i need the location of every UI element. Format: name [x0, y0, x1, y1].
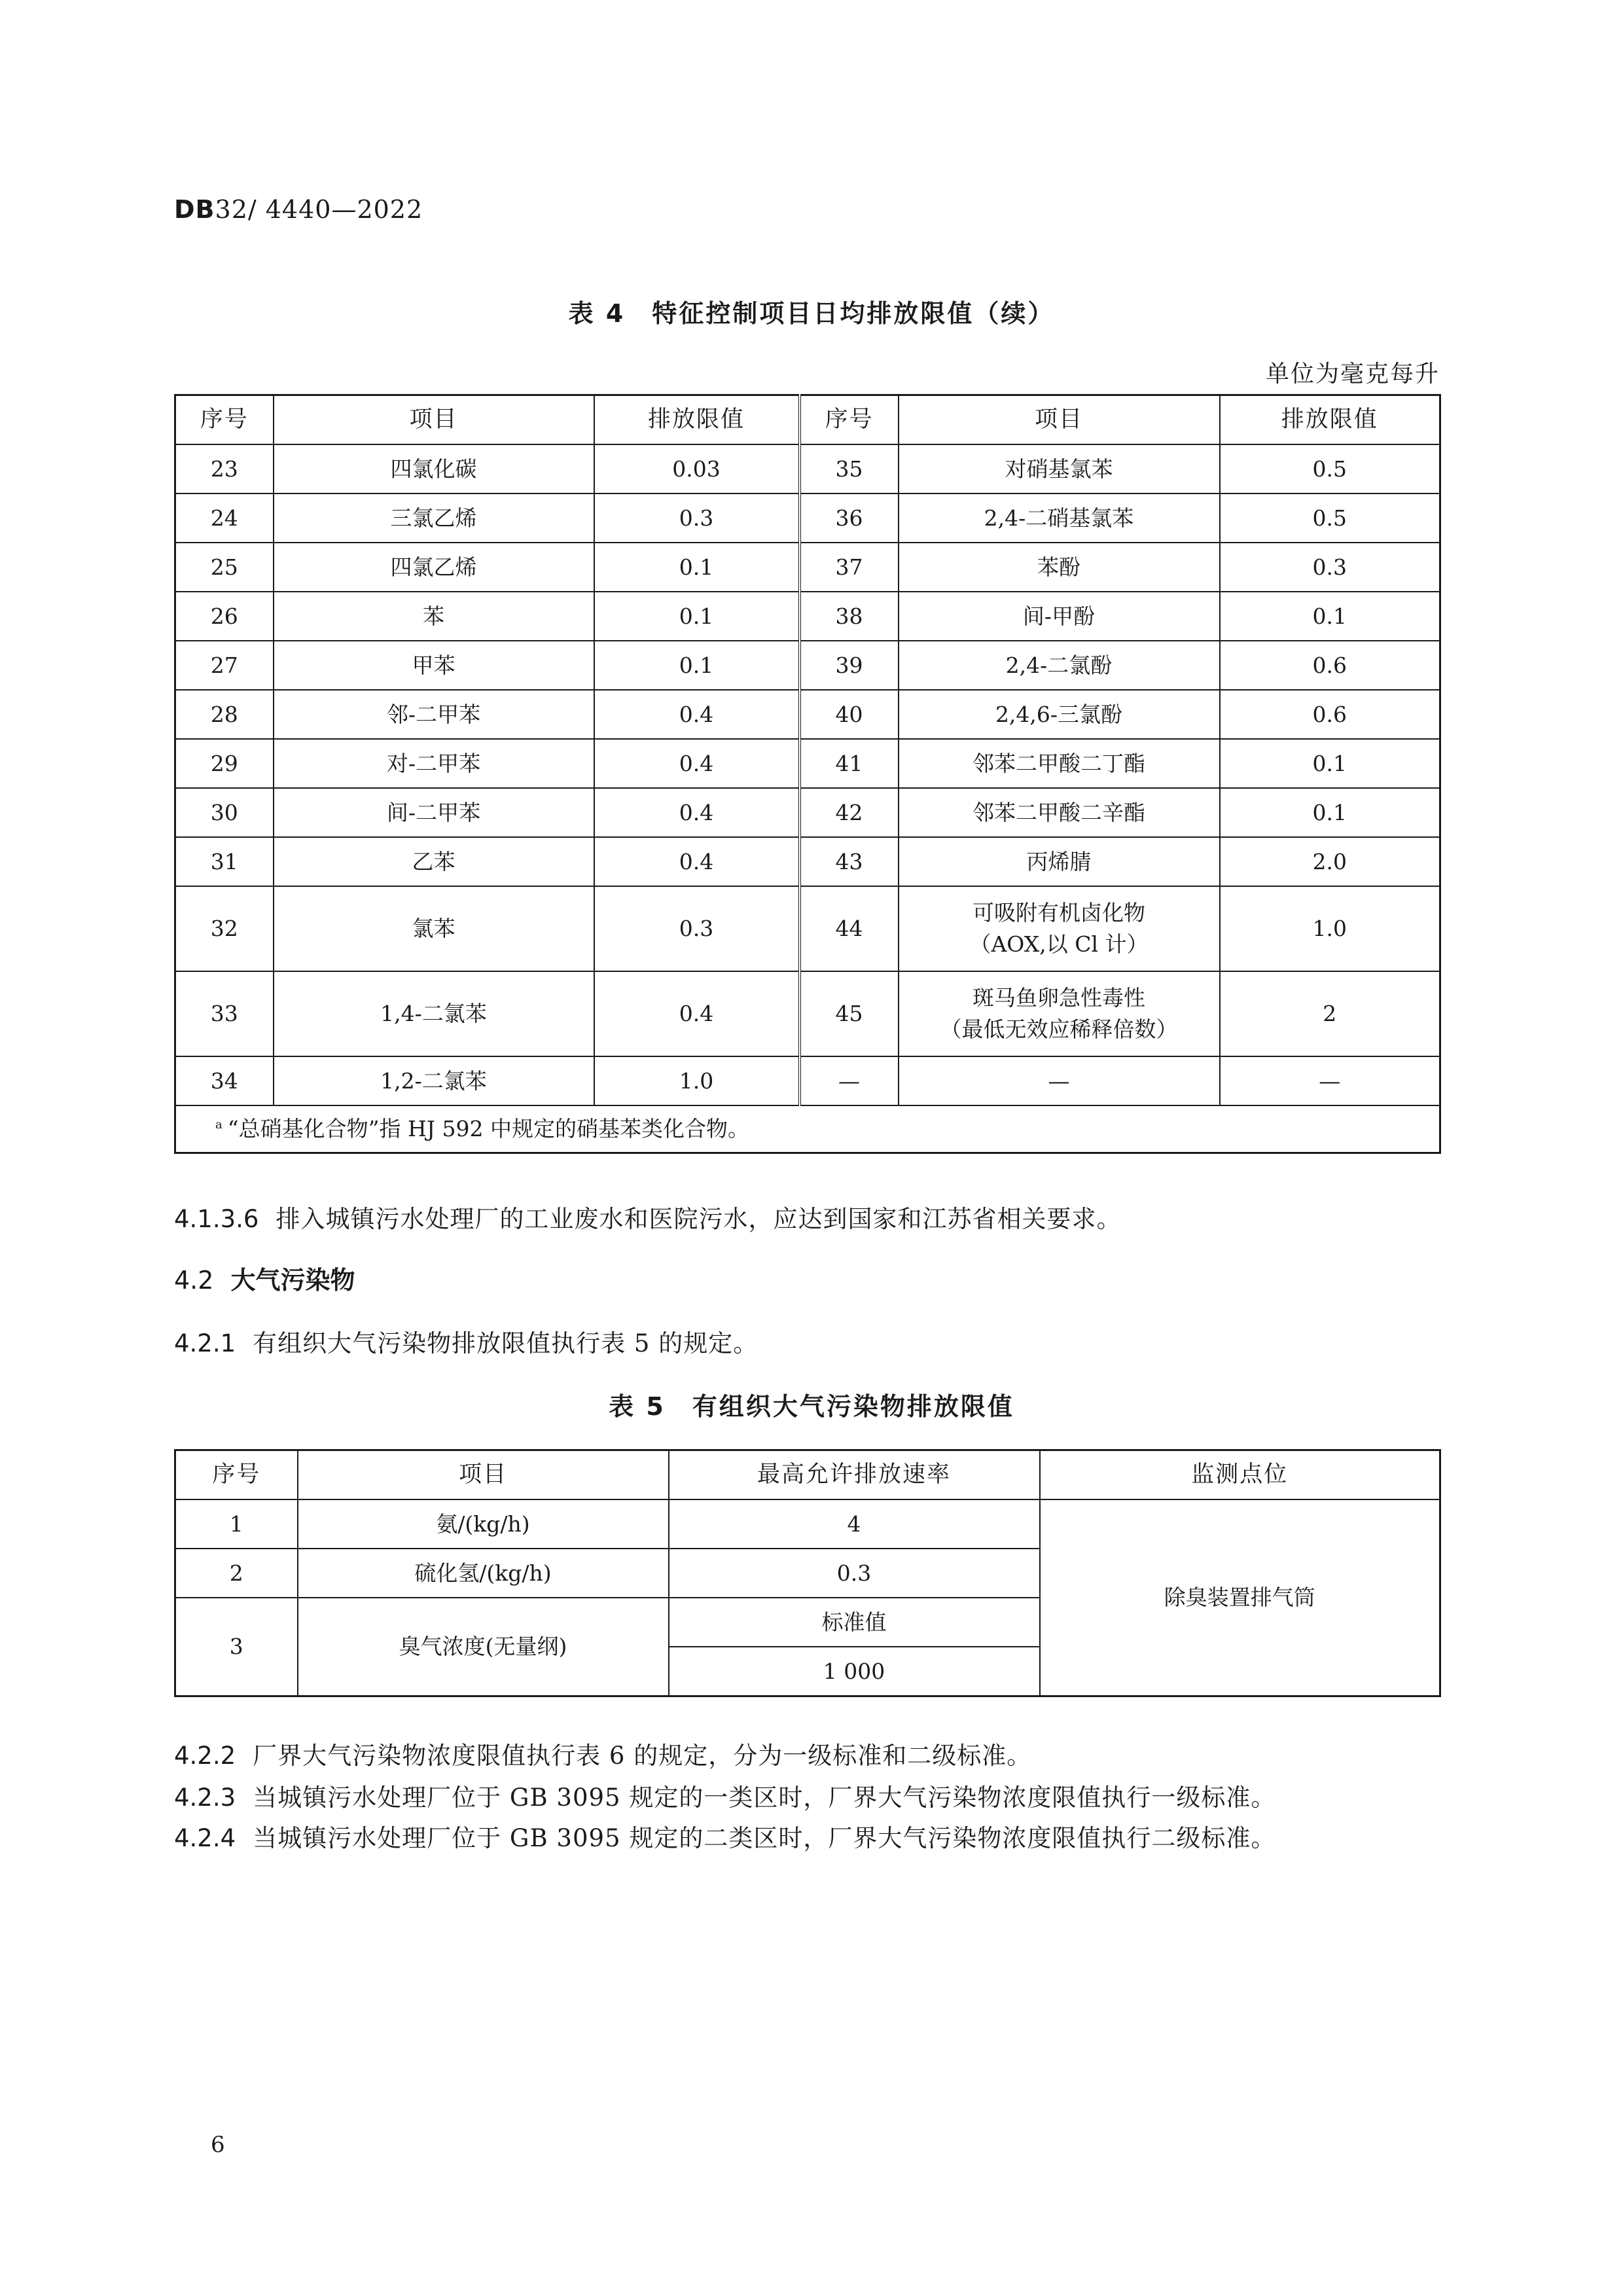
table4-note-row	[175, 1105, 1440, 1153]
table-row	[175, 837, 1440, 886]
table-row	[175, 543, 1440, 592]
table-cell: 3	[175, 1598, 298, 1696]
table-cell: 43	[800, 837, 899, 886]
table-cell: 1,4-二氯苯	[274, 971, 594, 1056]
table-cell: —	[1220, 1056, 1440, 1105]
footnote-mark: a	[215, 1118, 223, 1132]
table-cell: 氯苯	[274, 886, 594, 971]
section-heading-4-2	[174, 1260, 355, 1296]
table-cell: 45	[800, 971, 899, 1056]
table-row	[175, 971, 1440, 1056]
table-cell: 间-二甲苯	[274, 788, 594, 837]
table-cell: 0.1	[594, 592, 800, 641]
table-cell: 2,4,6-三氯酚	[899, 690, 1220, 739]
table-cell: 2.0	[1220, 837, 1440, 886]
table-cell: 间-甲酚	[899, 592, 1220, 641]
table-cell: 0.4	[594, 690, 800, 739]
table-cell: 31	[175, 837, 274, 886]
table-cell: 30	[175, 788, 274, 837]
clause-number: 4.2.3	[174, 1784, 236, 1812]
table-cell: 36	[800, 493, 899, 543]
clause-number: 4.2.4	[174, 1824, 236, 1852]
column-header: 序号	[175, 1450, 298, 1500]
clause-number: 4.2.1	[174, 1329, 236, 1357]
table-row	[175, 1499, 1440, 1549]
monitoring-location-cell: 除臭装置排气筒	[1040, 1499, 1440, 1696]
table-cell: 1.0	[1220, 886, 1440, 971]
paragraph-4-2-2	[174, 1736, 1031, 1771]
table-note	[175, 1105, 1440, 1153]
item-name-line: （最低无效应稀释倍数）	[940, 1016, 1178, 1042]
table-cell: 1	[175, 1499, 298, 1549]
table-cell: 苯酚	[899, 543, 1220, 592]
table-cell: 2	[1220, 971, 1440, 1056]
footnote-text: “总硝基化合物”指 HJ 592 中规定的硝基苯类化合物。	[227, 1116, 749, 1142]
table-cell: —	[899, 1056, 1220, 1105]
table-cell: 0.6	[1220, 641, 1440, 690]
table-row	[175, 592, 1440, 641]
table-cell: 0.4	[594, 837, 800, 886]
clause-text: 有组织大气污染物排放限值执行表 5 的规定。	[253, 1329, 758, 1357]
table-cell: 0.5	[1220, 444, 1440, 493]
page-number: 6	[211, 2132, 225, 2158]
table-cell: 2	[175, 1549, 298, 1598]
clause-text: 当城镇污水处理厂位于 GB 3095 规定的一类区时，厂界大气污染物浓度限值执行一级标准。	[253, 1784, 1276, 1812]
table-cell: 40	[800, 690, 899, 739]
table-cell: 对-二甲苯	[274, 739, 594, 788]
table4-unit: 单位为毫克每升	[1265, 361, 1440, 387]
table-cell: 1 000	[669, 1647, 1040, 1696]
document-code: DB32/ 4440—2022	[174, 195, 423, 224]
section-title: 大气污染物	[230, 1266, 355, 1295]
table-cell: 32	[175, 886, 274, 971]
table4-title: 表 4 特征控制项目日均排放限值（续）	[568, 299, 1055, 328]
table-cell: 39	[800, 641, 899, 690]
item-name-line: 可吸附有机卤化物	[972, 900, 1145, 926]
table-cell: 0.1	[594, 543, 800, 592]
table-cell: 三氯乙烯	[274, 493, 594, 543]
table-cell: 1,2-二氯苯	[274, 1056, 594, 1105]
table-cell: 邻-二甲苯	[274, 690, 594, 739]
clause-text: 排入城镇污水处理厂的工业废水和医院污水，应达到国家和江苏省相关要求。	[276, 1205, 1122, 1233]
table5-header-row	[175, 1450, 1440, 1500]
table-cell: 37	[800, 543, 899, 592]
table-row	[175, 739, 1440, 788]
table-cell: 邻苯二甲酸二辛酯	[899, 788, 1220, 837]
table-cell: 0.4	[594, 788, 800, 837]
table-cell: 邻苯二甲酸二丁酯	[899, 739, 1220, 788]
table-cell: 28	[175, 690, 274, 739]
column-header: 排放限值	[1220, 395, 1440, 445]
table-cell: 25	[175, 543, 274, 592]
item-name-line: （AOX,以 Cl 计）	[969, 931, 1149, 957]
table-cell: 甲苯	[274, 641, 594, 690]
table-cell: 四氯化碳	[274, 444, 594, 493]
table-cell: 0.3	[594, 493, 800, 543]
table4-header-row	[175, 395, 1440, 445]
table4	[174, 394, 1441, 1154]
table-cell: 0.1	[1220, 788, 1440, 837]
table-cell: 硫化氢/(kg/h)	[298, 1549, 669, 1598]
table-cell: 0.3	[1220, 543, 1440, 592]
column-header: 最高允许排放速率	[669, 1450, 1040, 1500]
table-cell: 丙烯腈	[899, 837, 1220, 886]
table-cell	[899, 886, 1220, 971]
table-cell: 对硝基氯苯	[899, 444, 1220, 493]
paragraph-4-2-4	[174, 1818, 1275, 1854]
clause-number: 4.1.3.6	[174, 1205, 259, 1233]
table-cell: 4	[669, 1499, 1040, 1549]
table-cell: 42	[800, 788, 899, 837]
table-cell	[899, 971, 1220, 1056]
table-cell: 苯	[274, 592, 594, 641]
table-cell: 26	[175, 592, 274, 641]
table-row	[175, 493, 1440, 543]
column-header: 项目	[274, 395, 594, 445]
table-cell: 33	[175, 971, 274, 1056]
table-row	[175, 1056, 1440, 1105]
table-cell: 标准值	[669, 1598, 1040, 1647]
table-cell: 0.5	[1220, 493, 1440, 543]
column-header: 序号	[800, 395, 899, 445]
table-cell: 氨/(kg/h)	[298, 1499, 669, 1549]
table-row	[175, 788, 1440, 837]
column-header: 项目	[298, 1450, 669, 1500]
table-cell: 0.3	[669, 1549, 1040, 1598]
table-cell: 0.1	[1220, 592, 1440, 641]
table-cell: 41	[800, 739, 899, 788]
item-name-line: 斑马鱼卵急性毒性	[972, 985, 1145, 1011]
table-row	[175, 444, 1440, 493]
table-cell: 35	[800, 444, 899, 493]
table-cell: 0.4	[594, 739, 800, 788]
column-header: 项目	[899, 395, 1220, 445]
column-header: 排放限值	[594, 395, 800, 445]
table-cell: 0.1	[594, 641, 800, 690]
table-cell: 24	[175, 493, 274, 543]
table-cell: 27	[175, 641, 274, 690]
column-header: 监测点位	[1040, 1450, 1440, 1500]
table-cell: —	[800, 1056, 899, 1105]
table-cell: 29	[175, 739, 274, 788]
section-number: 4.2	[174, 1266, 214, 1295]
table-cell: 34	[175, 1056, 274, 1105]
table-row	[175, 886, 1440, 971]
paragraph-4-1-3-6	[174, 1199, 1121, 1234]
table-cell: 臭气浓度(无量纲)	[298, 1598, 669, 1696]
table-cell: 1.0	[594, 1056, 800, 1105]
table-cell: 44	[800, 886, 899, 971]
clause-number: 4.2.2	[174, 1742, 236, 1770]
table5-title: 表 5 有组织大气污染物排放限值	[609, 1392, 1014, 1421]
table5	[174, 1449, 1441, 1697]
table-cell: 0.6	[1220, 690, 1440, 739]
table-row	[175, 690, 1440, 739]
column-header: 序号	[175, 395, 274, 445]
table-cell: 2,4-二氯酚	[899, 641, 1220, 690]
table-cell: 0.03	[594, 444, 800, 493]
table-cell: 乙苯	[274, 837, 594, 886]
table-cell: 2,4-二硝基氯苯	[899, 493, 1220, 543]
table-cell: 0.4	[594, 971, 800, 1056]
table-cell: 四氯乙烯	[274, 543, 594, 592]
paragraph-4-2-3	[174, 1778, 1275, 1813]
table-cell: 38	[800, 592, 899, 641]
clause-text: 当城镇污水处理厂位于 GB 3095 规定的二类区时，厂界大气污染物浓度限值执行二级标准。	[253, 1824, 1276, 1852]
table-cell: 23	[175, 444, 274, 493]
table-row	[175, 641, 1440, 690]
table-cell: 0.3	[594, 886, 800, 971]
clause-text: 厂界大气污染物浓度限值执行表 6 的规定，分为一级标准和二级标准。	[253, 1742, 1032, 1770]
table-cell: 0.1	[1220, 739, 1440, 788]
paragraph-4-2-1	[174, 1323, 758, 1359]
